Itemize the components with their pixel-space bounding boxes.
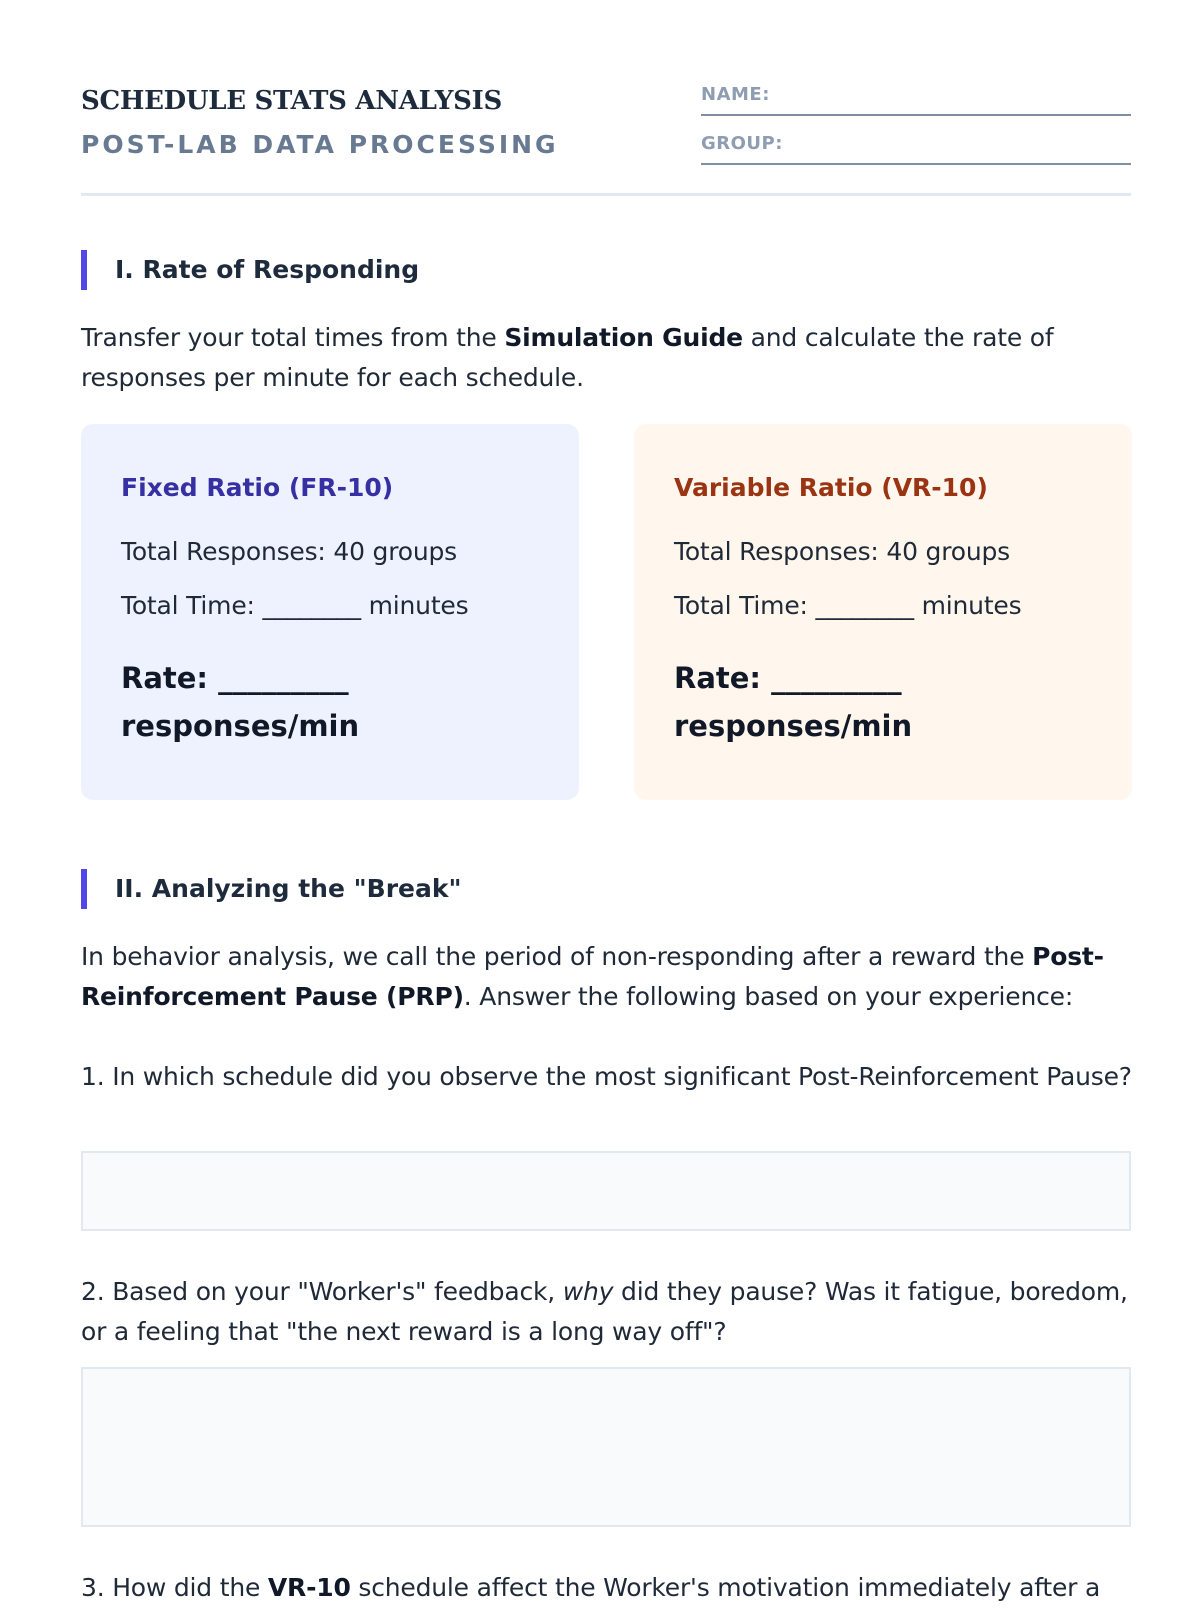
name-field[interactable] — [701, 84, 1131, 116]
section-1-intro-text-end: and calculate the rate of responses per minute for each schedule. — [81, 323, 1054, 392]
worksheet-header — [81, 0, 1131, 196]
worksheet-page — [81, 0, 1132, 1602]
section-2-intro-text: In behavior analysis, we call the period of non-responding after a reward the — [81, 942, 1033, 971]
group-field[interactable] — [701, 133, 1131, 165]
question-3-bold: VR-10 — [267, 1573, 351, 1602]
section-2-intro — [81, 937, 1133, 1017]
fixed-ratio-card — [81, 424, 579, 800]
fixed-ratio-rate[interactable]: Rate: _________ responses/min — [121, 661, 360, 743]
document-subtitle: POST-LAB DATA PROCESSING — [81, 130, 559, 159]
fixed-ratio-responses: Total Responses: 40 groups — [121, 537, 457, 566]
name-label: NAME: — [701, 84, 770, 105]
question-2 — [81, 1272, 1133, 1352]
question-2-italic: why — [562, 1277, 614, 1306]
section-1-intro — [81, 318, 1133, 398]
section-2-intro-bold: Post-Reinforcement Pause (PRP) — [81, 942, 1104, 1011]
question-3-text: 3. How did the — [81, 1573, 268, 1602]
document-title: SCHEDULE STATS ANALYSIS — [81, 86, 502, 116]
variable-ratio-time[interactable]: Total Time: ________ minutes — [674, 591, 1022, 620]
section-2-intro-text-end: . Answer the following based on your experience: — [463, 982, 1074, 1011]
variable-ratio-title: Variable Ratio (VR-10) — [674, 473, 988, 502]
section-1-intro-bold: Simulation Guide — [504, 323, 743, 352]
answer-box-1[interactable] — [81, 1151, 1131, 1231]
section-1-heading: I. Rate of Responding — [81, 250, 419, 290]
fixed-ratio-title: Fixed Ratio (FR-10) — [121, 473, 394, 502]
fixed-ratio-time[interactable]: Total Time: ________ minutes — [121, 591, 469, 620]
question-2-text-end: did they pause? Was it fatigue, boredom, or a feeling that "the next reward is a long way off"? — [81, 1277, 1128, 1346]
answer-box-2[interactable] — [81, 1367, 1131, 1527]
variable-ratio-card — [634, 424, 1132, 800]
variable-ratio-rate[interactable]: Rate: _________ responses/min — [674, 661, 913, 743]
question-3 — [81, 1568, 1133, 1608]
question-3-text-end: schedule affect the Worker's motivation immediately after a — [350, 1573, 1101, 1602]
section-2-heading: II. Analyzing the "Break" — [81, 869, 462, 909]
section-1-intro-text: Transfer your total times from the — [81, 323, 505, 352]
question-1: 1. In which schedule did you observe the most significant Post-Reinforcement Pause? — [81, 1062, 1132, 1091]
question-2-text: 2. Based on your "Worker's" feedback, — [81, 1277, 563, 1306]
variable-ratio-responses: Total Responses: 40 groups — [674, 537, 1010, 566]
group-label: GROUP: — [701, 133, 783, 154]
